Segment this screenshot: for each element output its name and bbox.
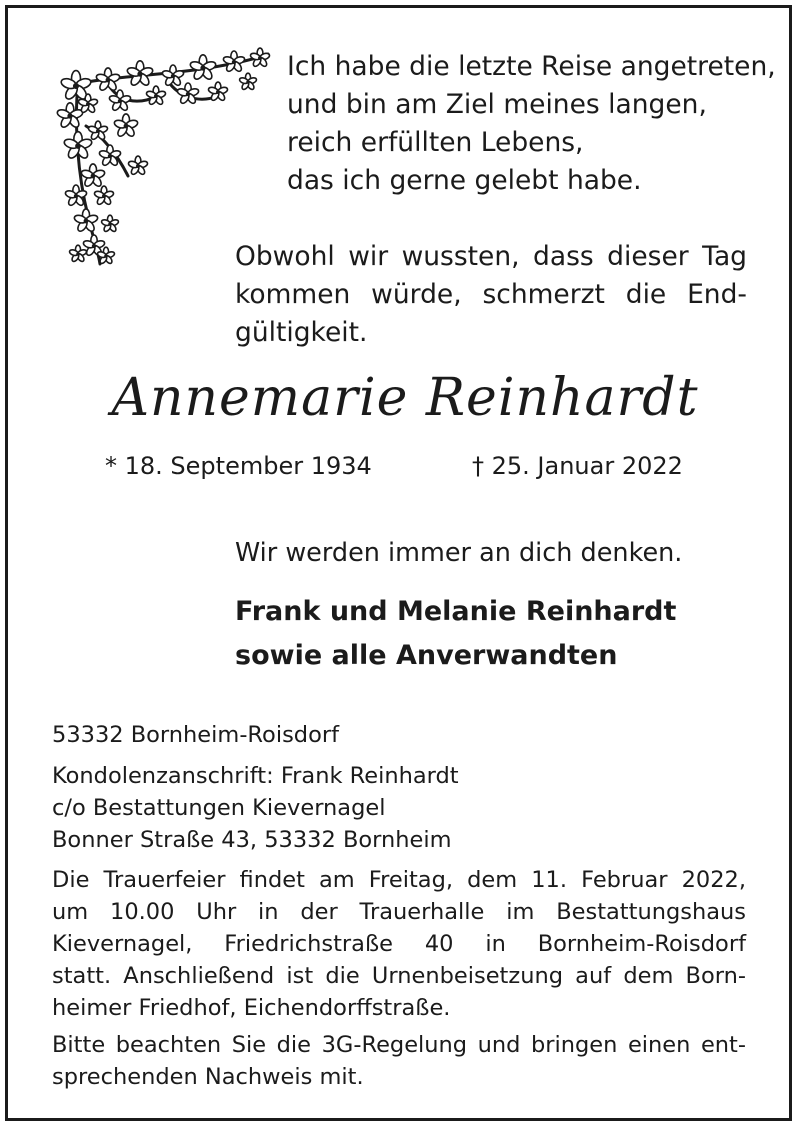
flower-icon: [126, 61, 153, 87]
family-line: sowie alle Anverwandten: [235, 640, 618, 671]
flower-icon: [69, 245, 87, 262]
paragraph-line: gültigkeit.: [235, 317, 368, 348]
death-date: † 25. Januar 2022: [472, 452, 683, 480]
address-line: Kondolenzanschrift: Frank Reinhardt: [52, 763, 459, 789]
flower-icon: [73, 209, 98, 233]
notice-line: Bitte beachten Sie die 3G-Regelung und bringen einen ent-: [52, 1032, 746, 1058]
ceremony-line: um 10.00 Uhr in der Trauerhalle im Bestattungshaus: [52, 899, 746, 925]
remembrance-line: Wir werden immer an dich denken.: [235, 538, 683, 568]
flower-icon: [94, 186, 115, 206]
ceremony-line: Die Trauerfeier findet am Freitag, dem 11. Februar 2022,: [52, 867, 746, 893]
flower-icon: [250, 48, 271, 68]
poem-line: und bin am Ziel meines langen,: [287, 89, 707, 120]
ornament-flowers: [56, 48, 270, 265]
flower-icon: [208, 82, 229, 102]
flower-icon: [223, 51, 246, 73]
flower-icon: [177, 83, 200, 105]
flower-icon: [88, 121, 109, 141]
flower-icon: [56, 103, 83, 129]
notice-line: sprechenden Nachweis mit.: [52, 1064, 364, 1090]
location: [52, 719, 752, 751]
flower-icon: [99, 145, 122, 167]
flower-icon: [65, 185, 88, 207]
condolence-address: [52, 760, 752, 856]
flower-icon: [239, 73, 257, 90]
family-signature: [235, 590, 676, 678]
flower-icon: [101, 215, 119, 232]
ceremony-info: [52, 864, 746, 1024]
health-notice: [52, 1029, 746, 1093]
flower-icon: [189, 55, 216, 81]
flower-icon: [146, 86, 167, 106]
family-line: Frank und Melanie Reinhardt: [235, 596, 677, 627]
flower-icon: [162, 65, 185, 87]
flower-icon: [80, 164, 105, 188]
flower-icon: [95, 68, 120, 92]
farewell-paragraph: [235, 238, 747, 352]
flower-icon: [128, 156, 149, 176]
flower-icon: [113, 114, 138, 138]
address-line: Bonner Straße 43, 53332 Bornheim: [52, 827, 452, 853]
ceremony-line: heimer Friedhof, Eichendorffstraße.: [52, 995, 451, 1021]
ceremony-line: statt. Anschließend ist die Urnenbeisetzung auf dem Born-: [52, 963, 746, 989]
poem-line: das ich gerne gelebt habe.: [287, 165, 642, 196]
ceremony-line: Kievernagel, Friedrichstraße 40 in Bornheim-Roisdorf: [52, 931, 746, 957]
paragraph-line: Obwohl wir wussten, dass dieser Tag: [235, 241, 747, 272]
poem-line: reich erfüllten Lebens,: [287, 127, 584, 158]
deceased-name: Annemarie Reinhardt: [111, 368, 699, 428]
paragraph-line: kommen würde, schmerzt die End-: [235, 279, 747, 310]
location-line: 53332 Bornheim-Roisdorf: [52, 722, 340, 748]
birth-date: * 18. September 1934: [105, 452, 372, 480]
floral-corner-icon: [48, 46, 274, 268]
poem: [287, 48, 776, 200]
flower-icon: [109, 90, 132, 112]
poem-line: Ich habe die letzte Reise angetreten,: [287, 51, 776, 82]
address-line: c/o Bestattungen Kievernagel: [52, 795, 386, 821]
